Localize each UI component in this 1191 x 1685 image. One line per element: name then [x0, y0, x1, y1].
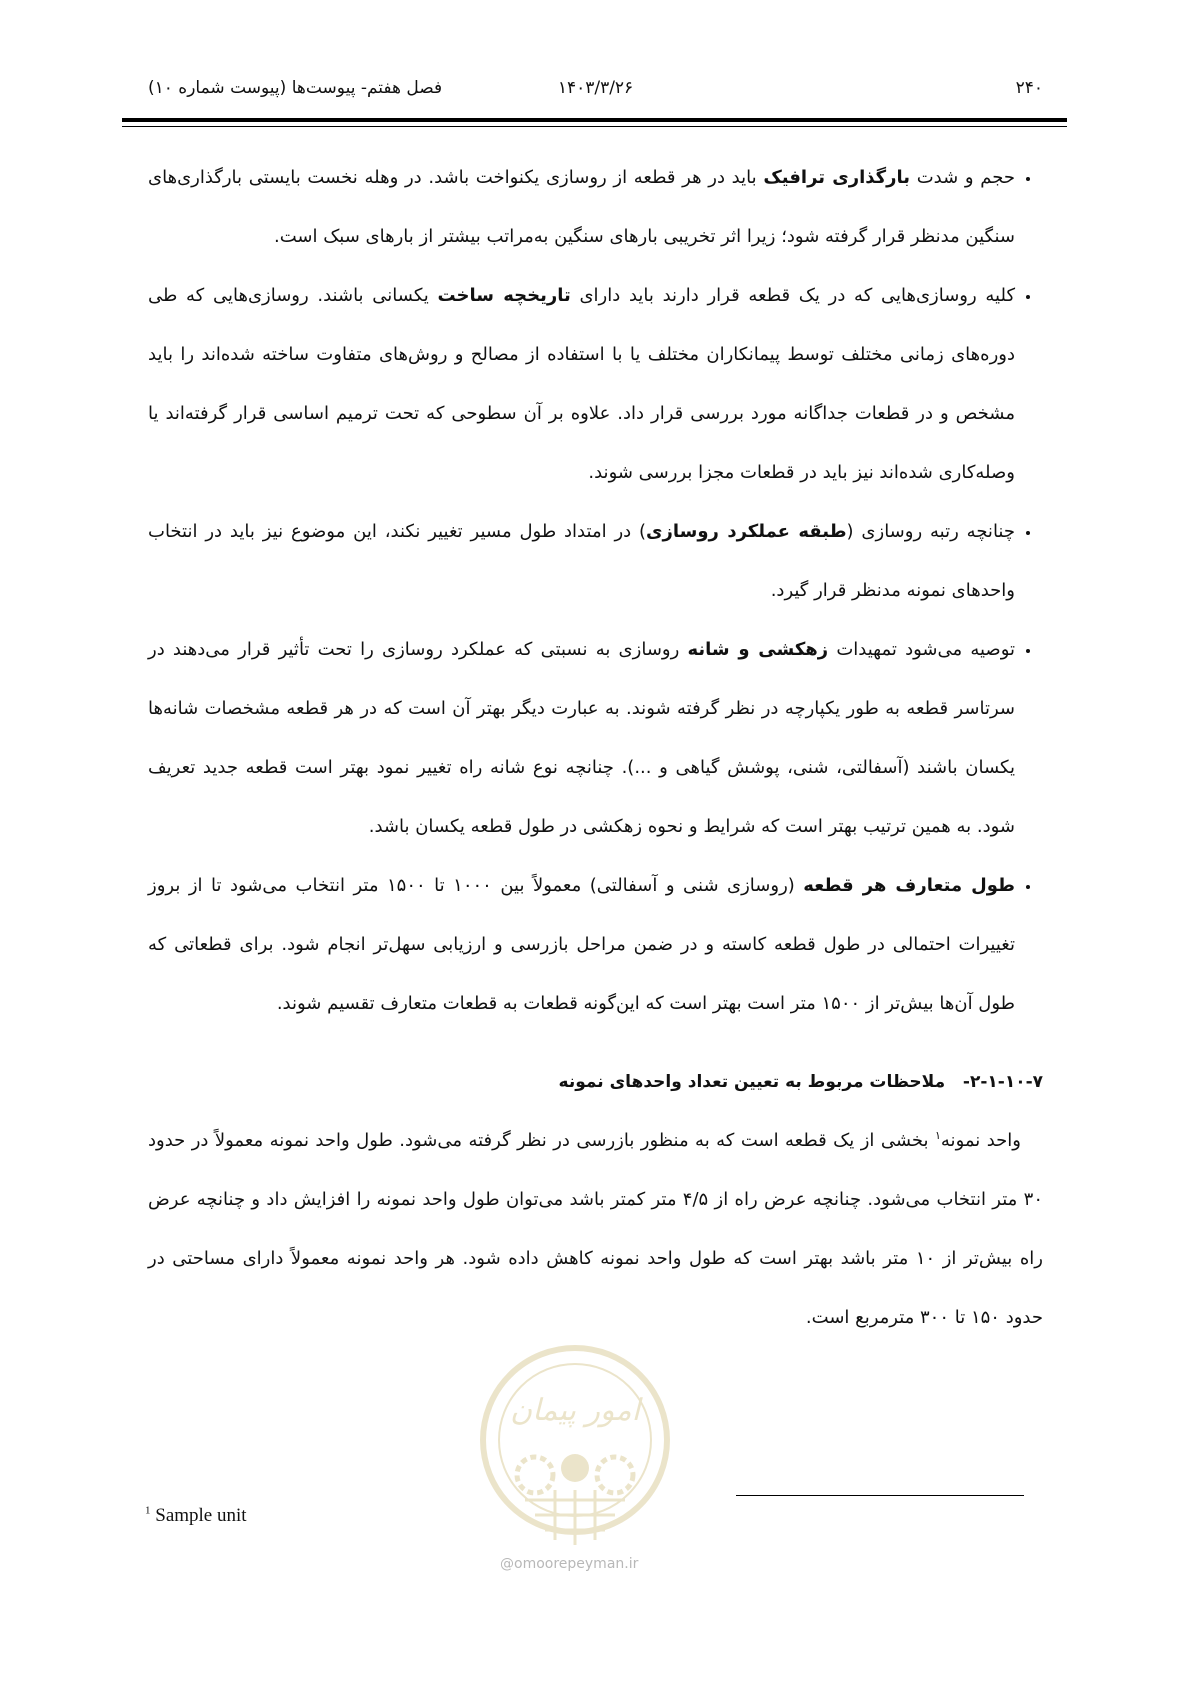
grid-shape [525, 1490, 625, 1545]
gear-icon [597, 1457, 633, 1493]
footnote [145, 1505, 247, 1527]
bullet-bold-term: طول متعارف هر قطعه [803, 875, 1015, 896]
header-rule-thin [122, 126, 1067, 127]
bullet-text-post: یکسانی باشند. روسازی‌هایی که طی دوره‌های زمانی مختلف توسط پیمانکاران مختلف یا با استفاده از مصالح و روش‌های متفاوت ساخته شده‌اند را باید مشخص و در قطعات جداگانه مورد بررسی قرار داد. علاوه بر آن سطوحی که تحت ترمیم اساسی قرار گرفته‌اند یا وصله‌کاری شده‌اند نیز باید در قطعات مجزا بررسی شوند. [148, 285, 1015, 483]
paragraph-lead: واحد نمونه [940, 1130, 1021, 1151]
bullet-text-pre: چنانچه رتبه روسازی ( [846, 521, 1015, 542]
page-body [148, 148, 1043, 1347]
list-item [148, 148, 1015, 266]
bullet-bold-term: بارگذاری ترافیک [763, 167, 911, 188]
gear-icon [517, 1457, 553, 1493]
section-heading [148, 1057, 1043, 1107]
watermark-logo-text: امور پیمان [510, 1393, 640, 1428]
bullet-bold-term: زهکشی و شانه [687, 639, 829, 660]
bullet-text-post: باید در هر قطعه از روسازی یکنواخت باشد. در وهله نخست بایستی بارگذاری‌های سنگین مدنظر قرار گرفته شود؛ زیرا اثر تخریبی بارهای سنگین به‌مراتب بیشتر از بارهای سبک است. [148, 167, 1015, 247]
page-header [148, 78, 1043, 108]
header-date: ۱۴۰۳/۳/۲۶ [557, 78, 634, 98]
list-item [148, 266, 1015, 502]
bullet-text-pre: توصیه می‌شود تمهیدات [828, 639, 1016, 660]
list-item [148, 856, 1015, 1033]
bullet-text-pre: حجم و شدت [910, 167, 1015, 188]
bullet-text-post: (روسازی شنی و آسفالتی) معمولاً بین ۱۰۰۰ تا ۱۵۰۰ متر انتخاب می‌شود تا از بروز تغییرات احتمالی در طول قطعه کاسته و در ضمن مراحل بازرسی و ارزیابی سهل‌تر انجام شود. برای قطعاتی که طول آن‌ها بیش‌تر از ۱۵۰۰ متر است بهتر است که این‌گونه قطعات به قطعات متعارف تقسیم شوند. [148, 875, 1015, 1014]
bullet-bold-term: تاریخچه ساخت [437, 285, 571, 306]
footnote-rule [736, 1495, 1024, 1496]
chapter-title: فصل هفتم- پیوست‌ها (پیوست شماره ۱۰) [148, 78, 443, 98]
paragraph-text: بخشی از یک قطعه است که به منظور بازرسی در نظر گرفته می‌شود. طول واحد نمونه معمولاً در حدود ۳۰ متر انتخاب می‌شود. چنانچه عرض راه از ۴/۵ متر کمتر باشد می‌توان طول واحد نمونه را افزایش داد و چنانچه عرض راه بیش‌تر از ۱۰ متر باشد بهتر است که طول واحد نمونه کاهش داده شود. هر واحد نمونه معمولاً دارای مساحتی در حدود ۱۵۰ تا ۳۰۰ مترمربع است. [148, 1130, 1043, 1328]
emblem-icon [561, 1454, 589, 1482]
header-rule-thick [122, 118, 1067, 122]
footnote-reference[interactable]: ۱ [934, 1129, 941, 1142]
watermark-logo [475, 1340, 675, 1560]
list-item [148, 620, 1015, 856]
section-title: ملاحظات مربوط به تعیین تعداد واحدهای نمونه [558, 1072, 946, 1092]
bullet-bold-term: طبقه عملکرد روسازی [646, 521, 847, 542]
section-number: ۲-۱-۱۰-۷- [962, 1072, 1043, 1092]
bullet-text-pre: کلیه روسازی‌هایی که در یک قطعه قرار دارند باید دارای [570, 285, 1016, 306]
footnote-text: Sample unit [155, 1505, 247, 1526]
list-item [148, 502, 1015, 620]
bullet-list [148, 148, 1043, 1033]
footnote-mark: 1 [145, 1504, 151, 1517]
bullet-text-post: روسازی به نسبتی که عملکرد روسازی را تحت تأثیر قرار می‌دهند در سرتاسر قطعه به طور یکپارچه در نظر گرفته شوند. به عبارت دیگر بهتر آن است که در هر قطعه مشخصات شانه‌ها یکسان باشند (آسفالتی، شنی، پوشش گیاهی و ...). چنانچه نوع شانه راه تغییر نمود بهتر است قطعه جدید تعریف شود. به همین ترتیب بهتر است که شرایط و نحوه زهکشی در طول قطعه یکسان باشد. [148, 639, 1015, 837]
watermark-caption: @omoorepeyman.ir [500, 1556, 639, 1572]
body-paragraph [148, 1111, 1043, 1347]
bullet-text-post: ) در امتداد طول مسیر تغییر نکند، این موضوع نیز باید در انتخاب واحدهای نمونه مدنظر قرار گیرد. [148, 521, 1015, 601]
page-number: ۲۴۰ [1015, 78, 1043, 98]
